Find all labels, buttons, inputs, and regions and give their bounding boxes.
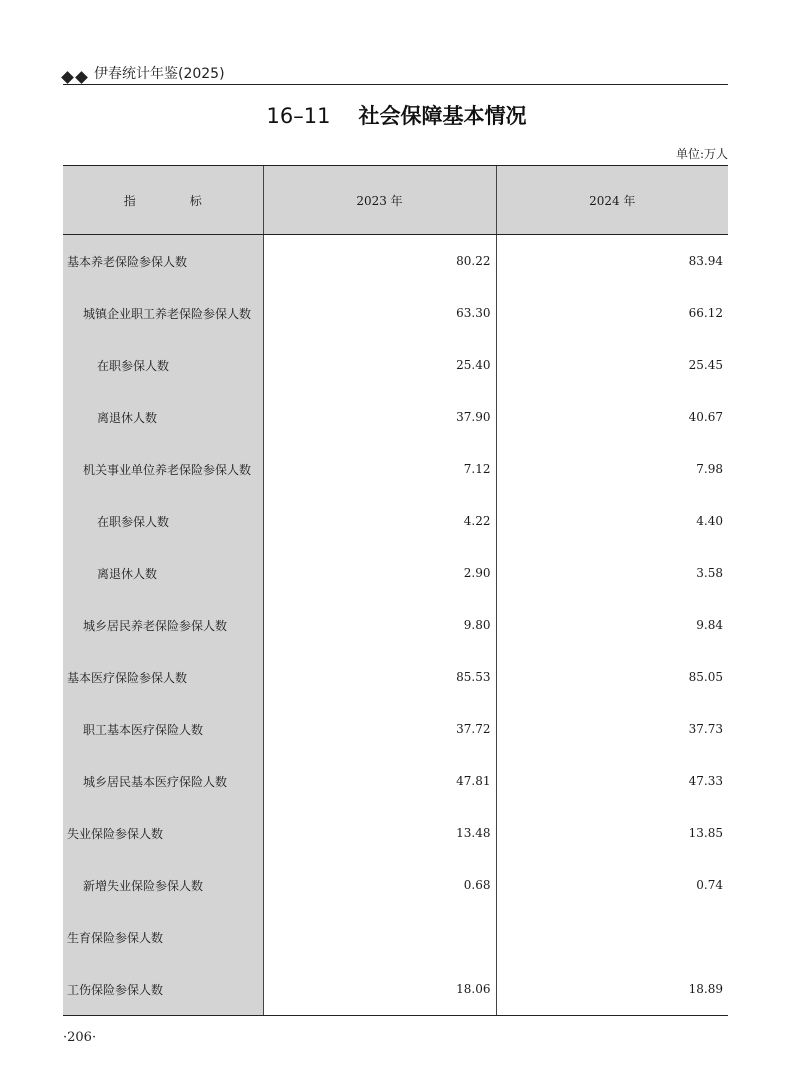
value-2023: 37.72 (263, 703, 496, 755)
row-label: 职工基本医疗保险人数 (63, 703, 263, 755)
value-2024: 37.73 (496, 703, 728, 755)
row-label: 工伤保险参保人数 (63, 963, 263, 1016)
table-number: 16–11 (266, 104, 331, 128)
value-2023: 0.68 (263, 859, 496, 911)
table-row (63, 911, 728, 963)
value-2024: 66.12 (496, 287, 728, 339)
value-2024: 4.40 (496, 495, 728, 547)
table-row (63, 651, 728, 703)
table-row (63, 235, 728, 288)
table-row (63, 807, 728, 859)
table-row (63, 287, 728, 339)
table-name: 社会保障基本情况 (358, 104, 527, 128)
value-2024: 0.74 (496, 859, 728, 911)
value-2023: 85.53 (263, 651, 496, 703)
value-2023: 80.22 (263, 235, 496, 288)
value-2024: 7.98 (496, 443, 728, 495)
table-row (63, 963, 728, 1016)
value-2024: 13.85 (496, 807, 728, 859)
diamond-icons (63, 66, 91, 80)
value-2024: 83.94 (496, 235, 728, 288)
value-2023: 4.22 (263, 495, 496, 547)
value-2024: 18.89 (496, 963, 728, 1016)
row-label: 基本医疗保险参保人数 (63, 651, 263, 703)
book-title: 伊春统计年鉴(2025) (94, 66, 225, 82)
row-label: 基本养老保险参保人数 (63, 235, 263, 288)
value-2023: 63.30 (263, 287, 496, 339)
value-2024: 9.84 (496, 599, 728, 651)
table-row (63, 339, 728, 391)
value-2023: 7.12 (263, 443, 496, 495)
value-2023: 18.06 (263, 963, 496, 1016)
table-row (63, 599, 728, 651)
table-title (0, 100, 793, 130)
value-2024: 3.58 (496, 547, 728, 599)
row-label: 机关事业单位养老保险参保人数 (63, 443, 263, 495)
table-row (63, 443, 728, 495)
unit-label: 单位:万人 (675, 147, 728, 161)
value-2024: 25.45 (496, 339, 728, 391)
header-2024: 2024 年 (496, 166, 728, 235)
value-2024: 40.67 (496, 391, 728, 443)
row-label: 生育保险参保人数 (63, 911, 263, 963)
page-number: ·206· (63, 1030, 97, 1045)
value-2024 (496, 911, 728, 963)
value-2023 (263, 911, 496, 963)
table-row (63, 755, 728, 807)
value-2024: 85.05 (496, 651, 728, 703)
value-2023: 2.90 (263, 547, 496, 599)
row-label: 城乡居民养老保险参保人数 (63, 599, 263, 651)
table-row (63, 859, 728, 911)
value-2023: 37.90 (263, 391, 496, 443)
table-row (63, 547, 728, 599)
data-table (63, 165, 728, 1016)
header-indicator: 指 标 (63, 166, 263, 235)
table-header-row (63, 166, 728, 235)
value-2024: 47.33 (496, 755, 728, 807)
header-2023: 2023 年 (263, 166, 496, 235)
diamond-icon (61, 71, 74, 84)
value-2023: 25.40 (263, 339, 496, 391)
table-row (63, 703, 728, 755)
value-2023: 47.81 (263, 755, 496, 807)
row-label: 在职参保人数 (63, 495, 263, 547)
diamond-icon (75, 71, 88, 84)
running-header (63, 62, 728, 85)
value-2023: 13.48 (263, 807, 496, 859)
row-label: 在职参保人数 (63, 339, 263, 391)
value-2023: 9.80 (263, 599, 496, 651)
row-label: 新增失业保险参保人数 (63, 859, 263, 911)
table-row (63, 391, 728, 443)
row-label: 离退休人数 (63, 391, 263, 443)
row-label: 离退休人数 (63, 547, 263, 599)
row-label: 城镇企业职工养老保险参保人数 (63, 287, 263, 339)
table-row (63, 495, 728, 547)
row-label: 失业保险参保人数 (63, 807, 263, 859)
row-label: 城乡居民基本医疗保险人数 (63, 755, 263, 807)
